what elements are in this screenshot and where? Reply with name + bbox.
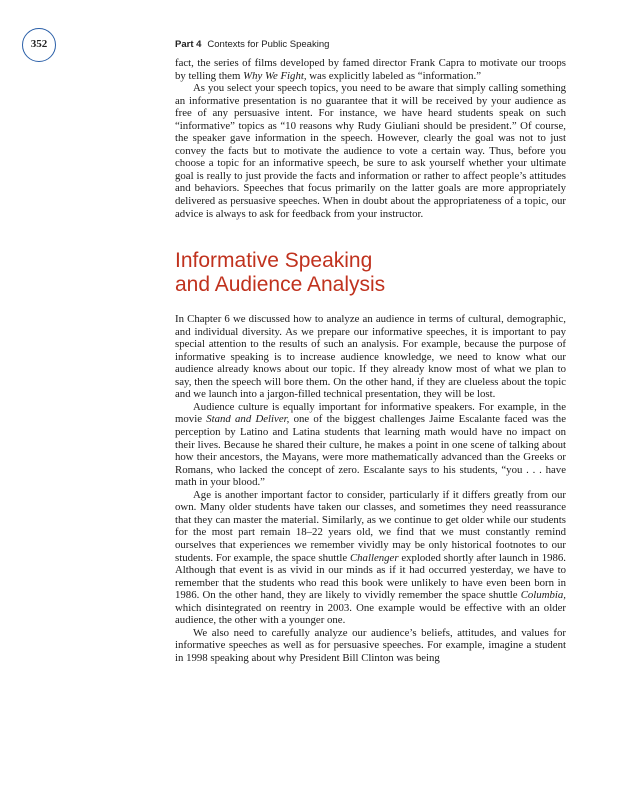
paragraph xyxy=(175,401,566,489)
body-text xyxy=(175,57,566,664)
text-run: Age is another important factor to consider, particularly if it differs greatly from our own. Many older students have taken our classes, and sometimes they need reassurance that they can master the material. Similarly, as we continue to get older while our students for the most part remain 18–22 years old, we find that we must constantly remind ourselves that experiences we remember vividly may be only historical footnotes to our students. For example, the space shuttle xyxy=(175,488,566,564)
film-title: Stand and Deliver, xyxy=(206,413,290,426)
text-run: which disintegrated on reentry in 2003. One example would be effective with an older audience, the other with a younger one. xyxy=(175,601,566,627)
page-number: 352 xyxy=(22,28,56,62)
running-head xyxy=(175,39,329,50)
paragraph: We also need to carefully analyze our audience’s beliefs, attitudes, and values for informative speeches as well as for persuasive speeches. For example, imagine a student in 1998 speaking about why President Bill Clinton was being xyxy=(175,626,566,664)
paragraph xyxy=(175,57,566,82)
part-title: Contexts for Public Speaking xyxy=(207,39,330,50)
text-run: exploded shortly after launch in 1986. Although that event is as vivid in our minds as if it had occurred yesterday, we have to remember that the students who read this book were unlikely to have even been born in 1986. On the other hand, they are likely to vividly remember the space shuttle xyxy=(175,551,566,602)
text-run: was explicitly labeled as “information.” xyxy=(306,69,482,82)
film-title: Why We Fight, xyxy=(243,69,307,82)
paragraph: In Chapter 6 we discussed how to analyze an audience in terms of cultural, demographic, and individual diversity. As we prepare our informative speeches, it is important to pay special attention to the results of such an analysis. For example, because the purpose of informative speaking is to increase audience knowledge, we need to know what our audience already knows about our topic. If they already know most of what we plan to say, then the speech will bore them. On the other hand, if they are clueless about the topic and we launch into a jargon-filled technical presentation, they will be lost. xyxy=(175,313,566,401)
paragraph: As you select your speech topics, you need to be aware that simply calling something an informative presentation is no guarantee that it will be received by your audience as free of any persuasive intent. For instance, we have heard students speak on such “informative” topics as “10 reasons why Rudy Giuliani should be president.” Of course, the speaker gave information in the speech. However, clearly the goal was not to just convey the facts but to motivate the audience to vote a certain way. Thus, before you choose a topic for an informative speech, be sure to ask yourself whether your ultimate goal is really to just provide the facts and information or rather to affect people’s attitudes and behaviors. Speeches that focus primarily on the latter goals are more appropriately delivered as persuasive speeches. When in doubt about the appropriateness of a topic, our advice is always to ask for feedback from your instructor. xyxy=(175,82,566,220)
section-heading xyxy=(175,249,566,297)
paragraph xyxy=(175,489,566,627)
shuttle-name: Challenger xyxy=(349,551,399,564)
shuttle-name: Columbia, xyxy=(520,589,566,602)
text-run: one of the biggest challenges Jaime Escalante faced was the perception by Latino and Latina students that learning math would have no impact on their lives. Because he shared their culture, he makes a point in one scene of talking about how their ancestors, the Mayans, were more mathematically advanced than the Greeks or Romans, who lacked the concept of zero. Escalante says to his students, “you . . . have math in your blood.” xyxy=(175,413,567,489)
part-label: Part 4 xyxy=(175,39,202,50)
text-run: Audience culture is equally important for informative speakers. For example, in the movie xyxy=(175,400,566,426)
heading-line: Informative Speaking xyxy=(175,249,373,273)
heading-line: and Audience Analysis xyxy=(175,273,386,297)
text-run: fact, the series of films developed by famed director Frank Capra to motivate our troops by telling them xyxy=(175,57,566,82)
